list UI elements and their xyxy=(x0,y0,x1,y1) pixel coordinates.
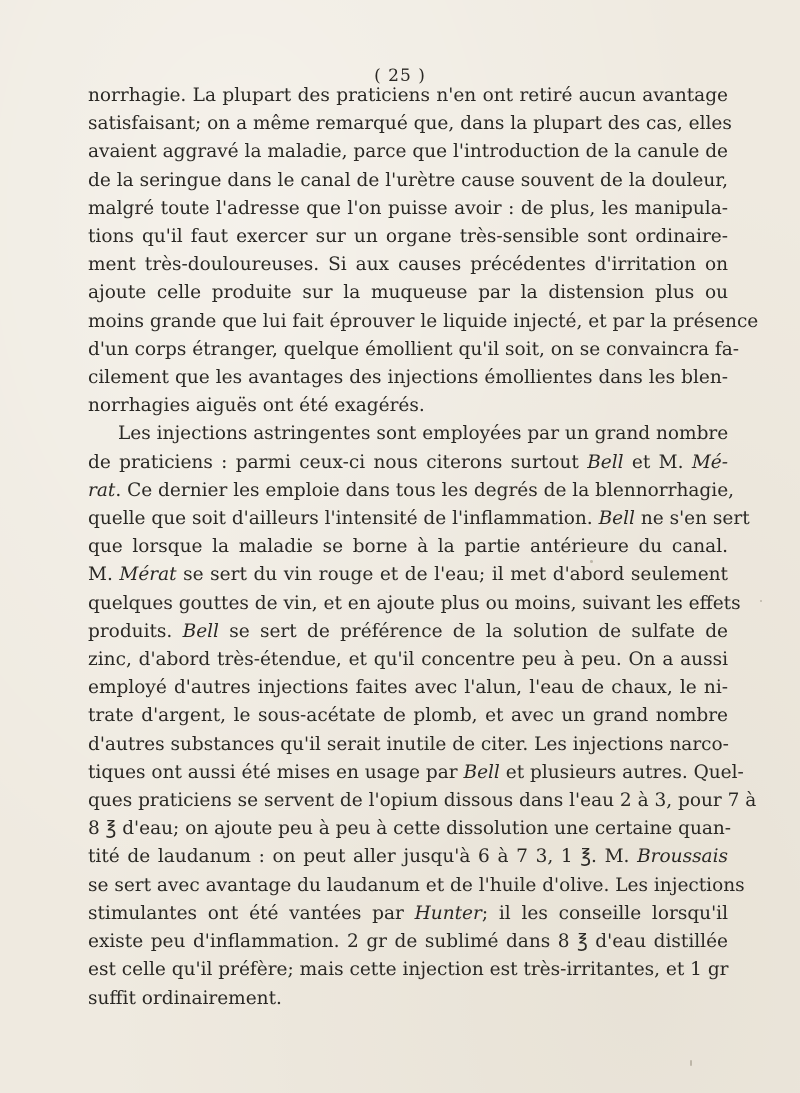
page-number: ( 25 ) xyxy=(374,66,426,86)
text-run: Les injections astringentes sont employées par un grand nombre xyxy=(118,423,729,445)
text-run: employé d'autres injections faites avec l'alun, l'eau de chaux, le ni- xyxy=(88,677,728,699)
text-run: ne s'en sert xyxy=(634,508,750,530)
paper-speck xyxy=(690,1060,692,1066)
text-line xyxy=(88,985,728,1013)
text-run: tiques ont aussi été mises en usage par xyxy=(88,761,464,783)
text-line xyxy=(88,900,728,928)
text-run: . Ce dernier les emploie dans tous les degrés de la blennorrhagie, xyxy=(115,479,735,501)
text-run: norrhagies aiguës ont été exagérés. xyxy=(88,395,425,417)
text-line xyxy=(88,618,728,646)
paragraph xyxy=(88,420,757,1012)
italic-name: Mé- xyxy=(691,451,728,473)
text-line xyxy=(88,308,759,336)
text-run: d'autres substances qu'il serait inutile de citer. Les injections narco- xyxy=(88,733,729,755)
text-line xyxy=(88,223,728,251)
text-line xyxy=(88,336,740,364)
text-line xyxy=(88,561,728,589)
italic-name: Bell xyxy=(598,508,635,530)
italic-name: Hunter xyxy=(414,902,482,924)
text-line xyxy=(88,251,728,279)
text-run: stimulantes ont été vantées par xyxy=(88,902,415,924)
text-run: quelle que soit d'ailleurs l'intensité de l'inflammation. xyxy=(88,508,599,530)
text-line xyxy=(88,674,728,702)
text-run: zinc, d'abord très-étendue, et qu'il concentre peu à peu. On a aussi xyxy=(88,649,728,671)
text-line xyxy=(88,815,732,843)
text-line xyxy=(88,759,744,787)
italic-name: rat xyxy=(88,479,116,501)
text-line xyxy=(88,731,728,759)
text-run: ques praticiens se servent de l'opium dissous dans l'eau 2 à 3, pour 7 à xyxy=(88,790,757,812)
text-run: ajoute celle produite sur la muqueuse par la distension plus ou xyxy=(88,282,728,304)
text-run: norrhagie. La plupart des praticiens n'en ont retiré aucun avantage xyxy=(88,85,728,106)
text-run: de praticiens : parmi ceux-ci nous citerons surtout xyxy=(88,451,588,473)
text-line xyxy=(88,195,728,223)
text-run: produits. xyxy=(88,620,183,642)
text-run: M. xyxy=(88,564,120,586)
text-line xyxy=(88,279,728,307)
paragraph xyxy=(88,82,759,420)
text-run: est celle qu'il préfère; mais cette injection est très-irritantes, et 1 gr xyxy=(88,959,729,981)
text-run: que lorsque la maladie se borne à la partie antérieure du canal. xyxy=(88,536,728,558)
text-line xyxy=(88,420,728,448)
text-run: satisfaisant; on a même remarqué que, dans la plupart des cas, elles xyxy=(88,113,732,135)
italic-name: Mérat xyxy=(119,564,177,586)
text-line xyxy=(88,449,728,477)
text-line xyxy=(88,477,735,505)
italic-name: Bell xyxy=(182,620,219,642)
text-line xyxy=(88,533,728,561)
text-line xyxy=(88,110,732,138)
text-line xyxy=(88,392,728,420)
text-run: suffit ordinairement. xyxy=(88,987,282,1009)
text-line xyxy=(88,872,745,900)
text-run: avaient aggravé la maladie, parce que l'introduction de la canule de xyxy=(88,141,728,163)
text-line xyxy=(88,138,728,166)
text-run: de la seringue dans le canal de l'urètre cause souvent de la douleur, xyxy=(88,169,728,191)
text-line xyxy=(88,167,728,195)
text-run: tité de laudanum : on peut aller jusqu'à 6 à 7 3, 1 ℥. M. xyxy=(88,846,638,868)
text-run: ment très-douloureuses. Si aux causes précédentes d'irritation on xyxy=(88,254,728,276)
italic-name: Bell xyxy=(463,761,500,783)
text-run: se sert du vin rouge et de l'eau; il met d'abord seulement xyxy=(176,564,728,586)
text-run: se sert avec avantage du laudanum et de l'huile d'olive. Les injections xyxy=(88,874,745,896)
text-run: malgré toute l'adresse que l'on puisse avoir : de plus, les manipula- xyxy=(88,197,728,219)
text-run: moins grande que lui fait éprouver le liquide injecté, et par la présence xyxy=(88,310,759,332)
text-line xyxy=(88,702,728,730)
text-line xyxy=(88,590,741,618)
text-run: 8 ℥ d'eau; on ajoute peu à peu à cette dissolution une certaine quan- xyxy=(88,818,732,840)
text-run: et M. xyxy=(623,451,692,473)
text-line xyxy=(88,956,728,984)
text-run: d'un corps étranger, quelque émollient qu'il soit, on se convaincra fa- xyxy=(88,338,740,360)
text-line xyxy=(88,787,757,815)
body-text xyxy=(88,82,759,1013)
text-run: ; il les conseille lorsqu'il xyxy=(481,902,728,924)
text-line xyxy=(88,82,728,110)
paper-speck xyxy=(760,600,762,602)
text-run: se sert de préférence de la solution de sulfate de xyxy=(218,620,728,642)
text-run: et plusieurs autres. Quel- xyxy=(499,761,744,783)
italic-name: Broussais xyxy=(637,846,728,868)
text-line xyxy=(88,928,728,956)
text-run: tions qu'il faut exercer sur un organe très-sensible sont ordinaire- xyxy=(88,226,728,248)
text-line xyxy=(88,646,728,674)
text-run: cilement que les avantages des injections émollientes dans les blen- xyxy=(88,367,728,389)
text-line xyxy=(88,364,728,392)
text-run: existe peu d'inflammation. 2 gr de sublimé dans 8 ℥ d'eau distillée xyxy=(88,931,728,953)
text-line xyxy=(88,505,750,533)
text-line xyxy=(88,843,728,871)
text-run: quelques gouttes de vin, et en ajoute plus ou moins, suivant les effets xyxy=(88,592,741,614)
text-run: trate d'argent, le sous-acétate de plomb, et avec un grand nombre xyxy=(88,705,728,727)
italic-name: Bell xyxy=(587,451,624,473)
paper-speck xyxy=(590,560,593,563)
